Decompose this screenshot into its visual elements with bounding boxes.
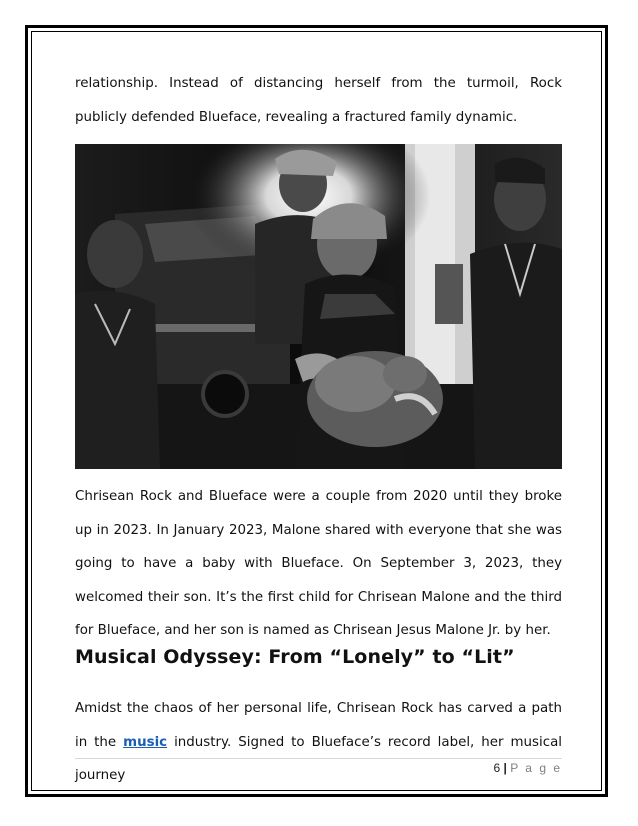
music-link[interactable]: music: [123, 734, 168, 750]
page-footer: [493, 761, 562, 775]
footer-separator: |: [500, 761, 511, 775]
body-paragraph-2: Chrisean Rock and Blueface were a couple from 2020 until they broke up in 2023. In January 2023, Malone shared with everyone that she was going to have a baby with Blueface. On September 3, 2023, they welcomed their son. It’s the first child for Chrisean Malone and the third for Blueface, and her son is named as Chrisean Jesus Malone Jr. by her.: [75, 489, 562, 638]
photo-illustration: [75, 144, 562, 469]
page-number: 6: [493, 761, 501, 775]
body-paragraph-3: [75, 692, 562, 793]
footer-divider: [75, 758, 562, 759]
section-heading: Musical Odyssey: From “Lonely” to “Lit”: [75, 646, 515, 668]
paragraph3-text-after: industry. Signed to Blueface’s record label, her musical journey: [75, 734, 562, 783]
paragraph3-text-before: Amidst the chaos of her personal life, Chrisean Rock has carved a path in the: [75, 701, 562, 750]
body-paragraph-1: relationship. Instead of distancing herself from the turmoil, Rock publicly defended Blueface, revealing a fractured family dynamic.: [75, 76, 562, 125]
article-photo: [75, 144, 562, 469]
page-label: P a g e: [510, 761, 562, 775]
